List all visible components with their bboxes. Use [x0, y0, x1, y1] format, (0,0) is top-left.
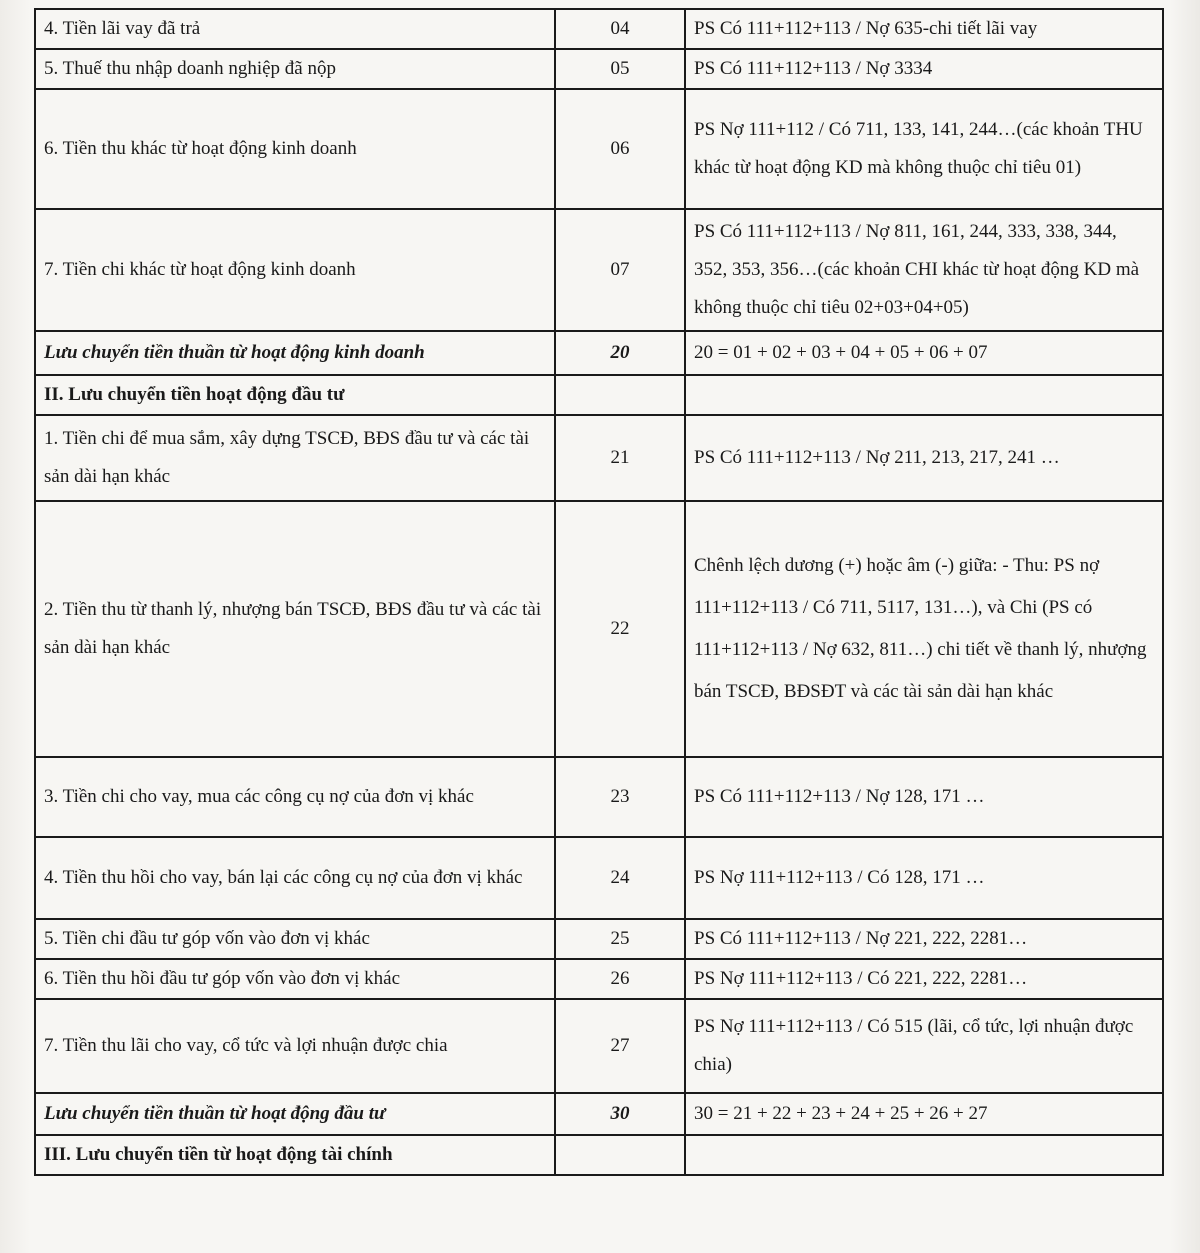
table-row — [35, 1093, 1163, 1135]
row-formula: PS Có 111+112+113 / Nợ 811, 161, 244, 333, 338, 344, 352, 353, 356…(các khoản CHI khác từ hoạt động KD mà không thuộc chỉ tiêu 02+03+04+05) — [685, 209, 1163, 331]
row-formula: Chênh lệch dương (+) hoặc âm (-) giữa: - Thu: PS nợ 111+112+113 / Có 711, 5117, 131…), và Chi (PS có 111+112+113 / Nợ 632, 811…) chi tiết về thanh lý, nhượng bán TSCĐ, BĐSĐT và các tài sản dài hạn khác — [685, 501, 1163, 757]
row-code: 23 — [555, 757, 685, 837]
table-row — [35, 919, 1163, 959]
row-code: 24 — [555, 837, 685, 919]
table-row — [35, 837, 1163, 919]
row-label: 6. Tiền thu hồi đầu tư góp vốn vào đơn vị khác — [35, 959, 555, 999]
row-formula: PS Có 111+112+113 / Nợ 211, 213, 217, 241 … — [685, 415, 1163, 501]
section-heading: II. Lưu chuyển tiền hoạt động đầu tư — [35, 375, 555, 415]
row-label: 5. Thuế thu nhập doanh nghiệp đã nộp — [35, 49, 555, 89]
row-code: 26 — [555, 959, 685, 999]
table-row — [35, 757, 1163, 837]
row-formula — [685, 1135, 1163, 1175]
table-row — [35, 9, 1163, 49]
section-heading: III. Lưu chuyển tiền từ hoạt động tài chính — [35, 1135, 555, 1175]
table-row — [35, 375, 1163, 415]
cash-flow-table — [34, 8, 1164, 1176]
row-formula: 20 = 01 + 02 + 03 + 04 + 05 + 06 + 07 — [685, 331, 1163, 375]
table-row — [35, 415, 1163, 501]
table-row — [35, 209, 1163, 331]
row-code: 05 — [555, 49, 685, 89]
row-formula: PS Nợ 111+112+113 / Có 128, 171 … — [685, 837, 1163, 919]
table-row — [35, 331, 1163, 375]
table-row — [35, 959, 1163, 999]
row-code — [555, 375, 685, 415]
row-formula: PS Có 111+112+113 / Nợ 635-chi tiết lãi vay — [685, 9, 1163, 49]
row-label: 6. Tiền thu khác từ hoạt động kinh doanh — [35, 89, 555, 209]
row-label: 5. Tiền chi đầu tư góp vốn vào đơn vị khác — [35, 919, 555, 959]
row-code: 22 — [555, 501, 685, 757]
table-row — [35, 49, 1163, 89]
row-formula: PS Nợ 111+112 / Có 711, 133, 141, 244…(các khoản THU khác từ hoạt động KD mà không thuộc chỉ tiêu 01) — [685, 89, 1163, 209]
row-formula — [685, 375, 1163, 415]
row-formula: PS Nợ 111+112+113 / Có 221, 222, 2281… — [685, 959, 1163, 999]
row-formula: PS Có 111+112+113 / Nợ 221, 222, 2281… — [685, 919, 1163, 959]
row-code: 04 — [555, 9, 685, 49]
table-row — [35, 1135, 1163, 1175]
row-label: 2. Tiền thu từ thanh lý, nhượng bán TSCĐ, BĐS đầu tư và các tài sản dài hạn khác — [35, 501, 555, 757]
row-code: 06 — [555, 89, 685, 209]
row-label: 3. Tiền chi cho vay, mua các công cụ nợ của đơn vị khác — [35, 757, 555, 837]
row-label: 4. Tiền lãi vay đã trả — [35, 9, 555, 49]
row-label: 7. Tiền thu lãi cho vay, cổ tức và lợi nhuận được chia — [35, 999, 555, 1093]
table-row — [35, 501, 1163, 757]
row-code: 21 — [555, 415, 685, 501]
row-label: 7. Tiền chi khác từ hoạt động kinh doanh — [35, 209, 555, 331]
row-label: Lưu chuyển tiền thuần từ hoạt động đầu tư — [35, 1093, 555, 1135]
row-label: 4. Tiền thu hồi cho vay, bán lại các công cụ nợ của đơn vị khác — [35, 837, 555, 919]
row-code: 27 — [555, 999, 685, 1093]
row-formula: PS Nợ 111+112+113 / Có 515 (lãi, cổ tức, lợi nhuận được chia) — [685, 999, 1163, 1093]
row-label: Lưu chuyển tiền thuần từ hoạt động kinh doanh — [35, 331, 555, 375]
row-code: 25 — [555, 919, 685, 959]
row-formula: PS Có 111+112+113 / Nợ 3334 — [685, 49, 1163, 89]
row-formula: 30 = 21 + 22 + 23 + 24 + 25 + 26 + 27 — [685, 1093, 1163, 1135]
table-row — [35, 89, 1163, 209]
row-formula: PS Có 111+112+113 / Nợ 128, 171 … — [685, 757, 1163, 837]
row-code: 20 — [555, 331, 685, 375]
row-code — [555, 1135, 685, 1175]
table-row — [35, 999, 1163, 1093]
row-label: 1. Tiền chi để mua sắm, xây dựng TSCĐ, BĐS đầu tư và các tài sản dài hạn khác — [35, 415, 555, 501]
row-code: 07 — [555, 209, 685, 331]
row-code: 30 — [555, 1093, 685, 1135]
